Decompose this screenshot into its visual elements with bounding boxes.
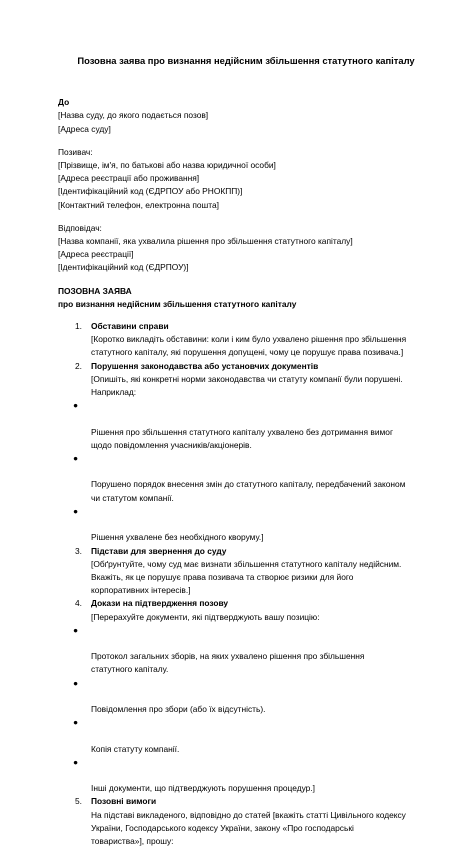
- list-item: [58, 716, 434, 756]
- section-number: 5.: [75, 796, 82, 807]
- section-evidence: [58, 597, 434, 623]
- bullet-icon: ●: [73, 756, 79, 767]
- plaintiff-block: [58, 146, 434, 212]
- defendant-id-code: [Ідентифікаційний код (ЄДРПОУ)]: [58, 262, 189, 273]
- section-heading: Підстави для звернення до суду: [91, 545, 227, 556]
- court-block: [58, 96, 434, 136]
- list-item-text: Інші документи, що підтверджують порушення процедур.]: [91, 783, 315, 794]
- section-heading: Порушення законодавства або установчих документів: [91, 360, 319, 371]
- section-circumstances: [58, 320, 434, 360]
- section-heading: Докази на підтвердження позову: [91, 598, 229, 609]
- claim-subheading: про визнання недійсним збільшення статутного капіталу: [58, 298, 297, 309]
- bullet-icon: ●: [73, 677, 79, 688]
- section-claims: [58, 795, 434, 848]
- claim-sections: [58, 320, 434, 399]
- plaintiff-id-code: [Ідентифікаційний код (ЄДРПОУ або РНОКПП)]: [58, 186, 243, 197]
- section-text: [Обґрунтуйте, чому суд має визнати збільшення статутного капіталу недійсним. Вкажіть, як це порушує права позивача та створює ризики для його корпоративних інтересів.]: [91, 558, 402, 596]
- plaintiff-label: Позивач:: [58, 146, 93, 157]
- court-label: До: [58, 97, 70, 108]
- list-item-text: Протокол загальних зборів, на яких ухвалено рішення про збільшення статутного капіталу.: [91, 651, 365, 675]
- section-violations: [58, 360, 434, 400]
- section-text: [Коротко викладіть обставини: коли і ким було ухвалено рішення про збільшення статутного капіталу, які порушення допущені, чому це порушує права позивача.]: [91, 334, 407, 358]
- section-number: 2.: [75, 360, 82, 371]
- bullet-icon: ●: [73, 505, 79, 516]
- list-item: [58, 399, 434, 452]
- section-number: 3.: [75, 545, 82, 556]
- plaintiff-contacts: [Контактний телефон, електронна пошта]: [58, 199, 219, 210]
- section-number: 1.: [75, 321, 82, 332]
- claim-sections-continued: [58, 545, 434, 624]
- list-item: [58, 505, 434, 545]
- bullet-icon: ●: [73, 717, 79, 728]
- list-item: [58, 624, 434, 677]
- document-title: Позовна заява про визнання недійсним збільшення статутного капіталу: [77, 55, 415, 66]
- bullet-icon: ●: [73, 453, 79, 464]
- list-item: [58, 756, 434, 796]
- section-heading: Обставини справи: [91, 321, 169, 332]
- list-item-text: Повідомлення про збори (або їх відсутність).: [91, 703, 266, 714]
- list-item-text: Порушено порядок внесення змін до статутного капіталу, передбачений законом чи статутом компанії.: [91, 479, 406, 503]
- defendant-address: [Адреса реєстрації]: [58, 249, 134, 260]
- bullet-icon: ●: [73, 400, 79, 411]
- section-text: На підставі викладеного, відповідно до статей [вкажіть статті Цивільного кодексу України, Господарського кодексу України, закону «Про господарські товариства»], прошу:: [91, 809, 406, 846]
- court-name: [Назва суду, до якого подається позов]: [58, 110, 209, 121]
- claim-heading: ПОЗОВНА ЗАЯВА: [58, 285, 132, 296]
- section-heading: Позовні вимоги: [91, 796, 157, 807]
- defendant-label: Відповідач:: [58, 222, 102, 233]
- list-item: [58, 677, 434, 717]
- defendant-name: [Назва компанії, яка ухвалила рішення про збільшення статутного капіталу]: [58, 236, 353, 247]
- list-item-text: Рішення про збільшення статутного капіталу ухвалено без дотримання вимог щодо повідомлення учасників/акціонерів.: [91, 426, 393, 450]
- section-text: [Перерахуйте документи, які підтверджують вашу позицію:: [91, 611, 320, 622]
- section-grounds: [58, 545, 434, 598]
- court-address: [Адреса суду]: [58, 123, 111, 134]
- list-item-text: Рішення ухвалене без необхідного кворуму.]: [91, 532, 264, 543]
- list-item: [58, 452, 434, 505]
- bullet-icon: ●: [73, 624, 79, 635]
- list-item-text: Копія статуту компанії.: [91, 743, 180, 754]
- section-number: 4.: [75, 598, 82, 609]
- section-text: [Опишіть, які конкретні норми законодавства чи статуту компанії були порушені. Наприклад:: [91, 373, 403, 398]
- defendant-block: [58, 222, 434, 275]
- plaintiff-address: [Адреса реєстрації або проживання]: [58, 173, 200, 184]
- claim-sections-final: [58, 795, 434, 848]
- plaintiff-name: [Прізвище, ім'я, по батькові або назва юридичної особи]: [58, 160, 276, 171]
